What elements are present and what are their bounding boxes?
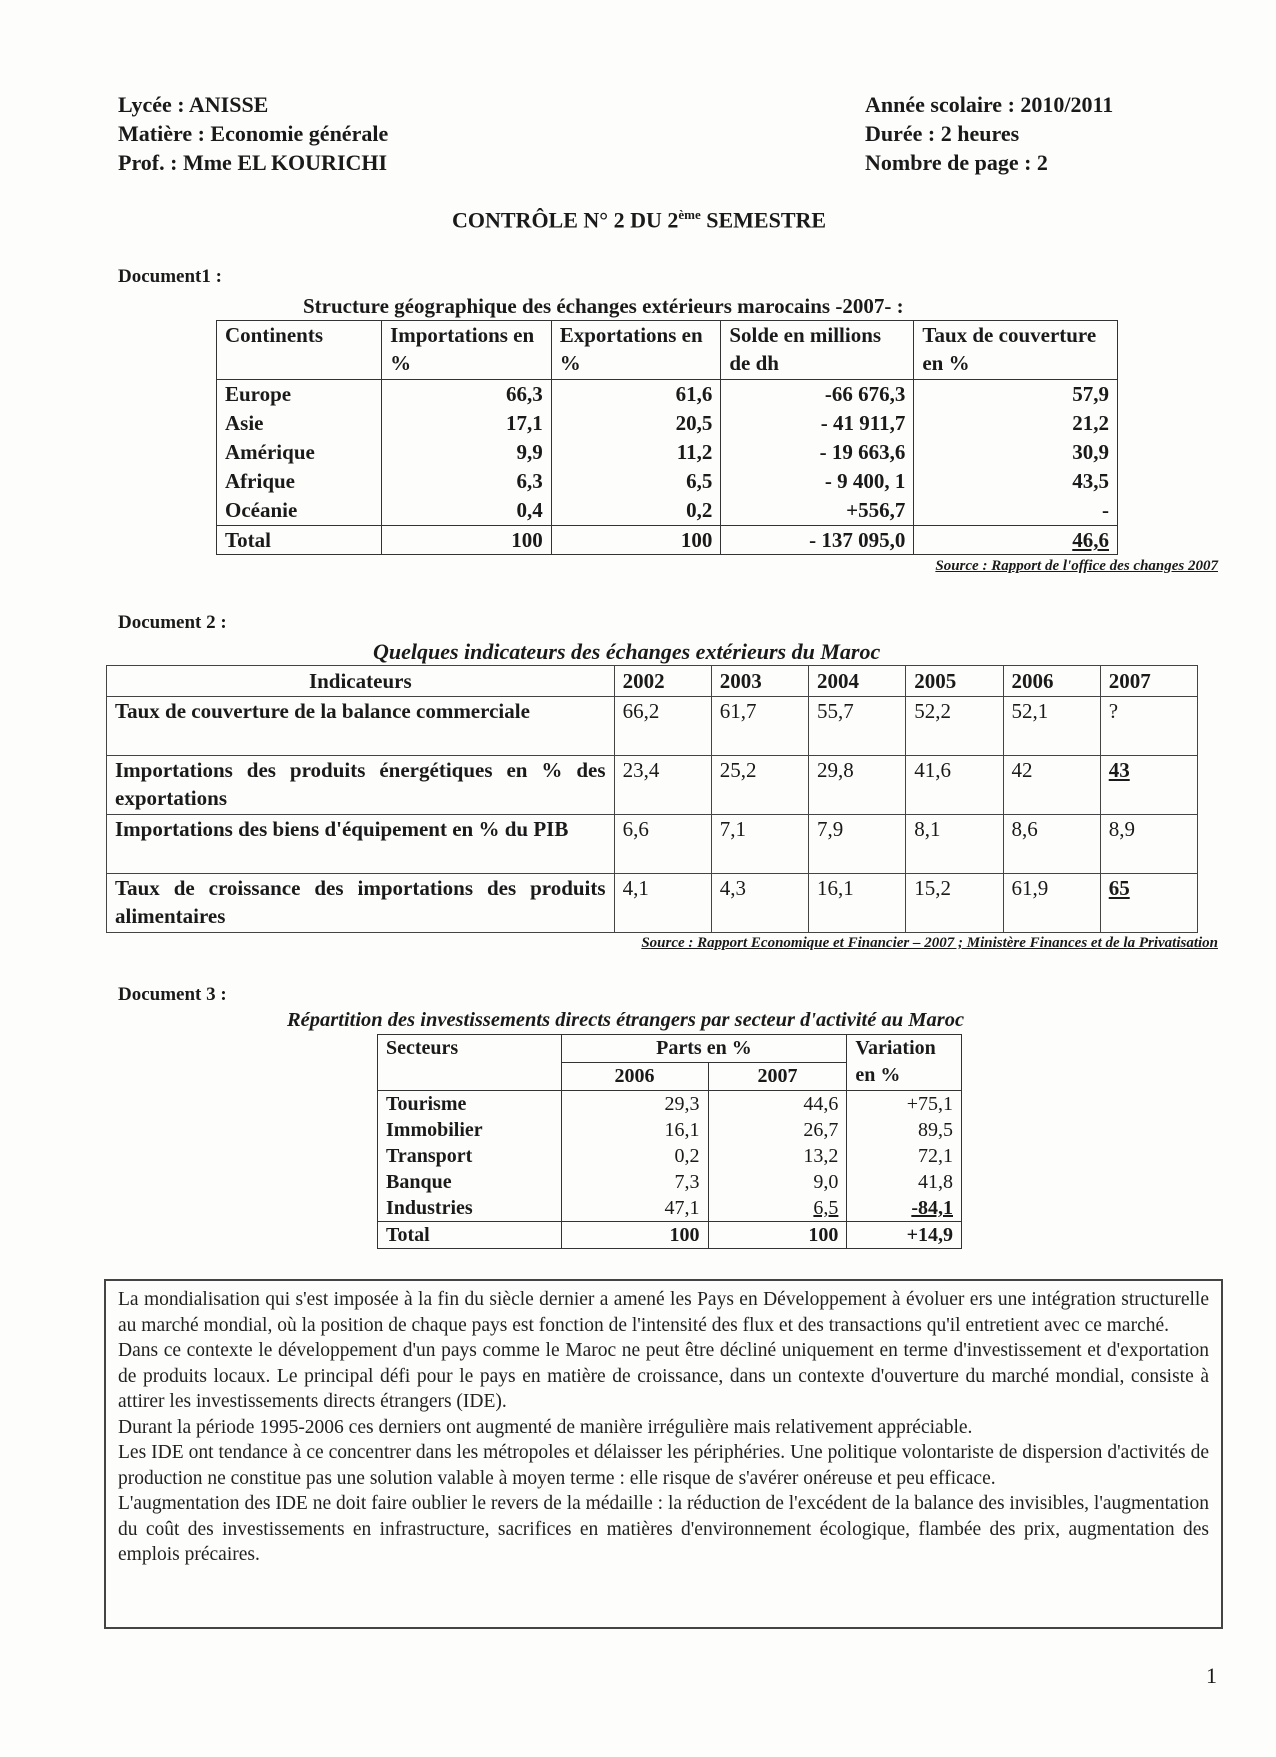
table-row (217, 438, 1118, 467)
cell: 29,8 (809, 756, 906, 815)
title-main: CONTRÔLE N° 2 DU 2 (452, 207, 679, 233)
table-row (107, 815, 1198, 874)
cell: +556,7 (721, 496, 914, 526)
table-row (217, 496, 1118, 526)
col-header: Continents (217, 321, 382, 380)
cell: 13,2 (708, 1143, 847, 1169)
cell: 7,9 (809, 815, 906, 874)
col-header-year: 2007 (708, 1063, 847, 1091)
cell: Importations des biens d'équipement en % du PIB (107, 815, 615, 874)
cell: 6,3 (382, 467, 552, 496)
cell: 9,9 (382, 438, 552, 467)
cell: 21,2 (914, 409, 1118, 438)
cell: 100 (382, 526, 552, 555)
cell: 57,9 (914, 380, 1118, 410)
paragraph: Dans ce contexte le développement d'un pays comme le Maroc ne peut être décliné uniquement en terme d'investissement et d'exportation de produits locaux. Le principal défi pour le pays en matière de croissance, dans un contexte d'ouverture du marché mondial, consiste à attirer les investissements directs étrangers (IDE). (118, 1340, 1209, 1412)
col-header: Taux de couverture en % (914, 321, 1118, 380)
table-row (378, 1117, 962, 1143)
cell: 16,1 (809, 874, 906, 933)
table-header-row (107, 666, 1198, 697)
doc1-label: Document1 : (118, 266, 222, 287)
cell: - (914, 496, 1118, 526)
page-count: Nombre de page : 2 (865, 150, 1048, 175)
page-number: 1 (1206, 1663, 1217, 1688)
paragraph: Durant la période 1995-2006 ces derniers ont augmenté de manière irrégulière mais relativement appréciable. (118, 1416, 973, 1438)
duration: Durée : 2 heures (865, 121, 1020, 146)
subject: Matière : Economie générale (118, 121, 389, 146)
cell: Océanie (217, 496, 382, 526)
cell: 41,6 (906, 756, 1003, 815)
col-header: 2003 (711, 666, 808, 697)
cell: 61,9 (1003, 874, 1100, 933)
cell: 42 (1003, 756, 1100, 815)
cell: 55,7 (809, 697, 906, 756)
col-header-variation: Variation en % (847, 1035, 962, 1091)
col-header-parts: Parts en % (561, 1035, 847, 1063)
doc2-title: Quelques indicateurs des échanges extérieurs du Maroc (373, 639, 881, 664)
cell: 46,6 (914, 526, 1118, 555)
cell: 100 (561, 1222, 708, 1249)
cell: 25,2 (711, 756, 808, 815)
col-header-sector: Secteurs (378, 1035, 562, 1091)
cell: 100 (551, 526, 721, 555)
table-row (378, 1091, 962, 1118)
cell: 6,5 (708, 1195, 847, 1222)
doc1-table (216, 320, 1118, 555)
table-row (378, 1169, 962, 1195)
table-header-row (378, 1035, 962, 1063)
cell: Europe (217, 380, 382, 410)
cell: 100 (708, 1222, 847, 1249)
cell: 23,4 (614, 756, 711, 815)
cell: 52,1 (1003, 697, 1100, 756)
cell: Total (378, 1222, 562, 1249)
cell: 20,5 (551, 409, 721, 438)
cell: 66,2 (614, 697, 711, 756)
table-header-row (217, 321, 1118, 380)
cell: Taux de croissance des importations des produits alimentaires (107, 874, 615, 933)
col-header: Indicateurs (107, 666, 615, 697)
table-row (107, 874, 1198, 933)
cell: Importations des produits énergétiques en % des exportations (107, 756, 615, 815)
cell: 4,1 (614, 874, 711, 933)
cell: Industries (378, 1195, 562, 1222)
cell: 65 (1100, 874, 1197, 933)
table-row (378, 1195, 962, 1222)
col-header: Importations en % (382, 321, 552, 380)
col-header: 2006 (1003, 666, 1100, 697)
table-total-row (217, 526, 1118, 555)
cell: 66,3 (382, 380, 552, 410)
cell: 8,1 (906, 815, 1003, 874)
cell: 17,1 (382, 409, 552, 438)
exam-info (865, 90, 1113, 177)
doc1-source: Source : Rapport de l'office des changes 2007 (935, 558, 1218, 574)
cell: 15,2 (906, 874, 1003, 933)
cell: 9,0 (708, 1169, 847, 1195)
cell: - 19 663,6 (721, 438, 914, 467)
cell: 52,2 (906, 697, 1003, 756)
school-info (118, 90, 388, 177)
doc3-table (377, 1034, 962, 1249)
cell: Total (217, 526, 382, 555)
cell: +14,9 (847, 1222, 962, 1249)
cell: 41,8 (847, 1169, 962, 1195)
text-box (104, 1279, 1223, 1629)
cell: Taux de couverture de la balance commerciale (107, 697, 615, 756)
cell: 44,6 (708, 1091, 847, 1118)
cell: 6,5 (551, 467, 721, 496)
cell: Banque (378, 1169, 562, 1195)
cell: 8,6 (1003, 815, 1100, 874)
page-title (452, 207, 826, 233)
cell: +75,1 (847, 1091, 962, 1118)
cell: 11,2 (551, 438, 721, 467)
teacher: Prof. : Mme EL KOURICHI (118, 150, 388, 175)
cell: 16,1 (561, 1117, 708, 1143)
cell: 47,1 (561, 1195, 708, 1222)
table-total-row (378, 1222, 962, 1249)
cell: Asie (217, 409, 382, 438)
col-header: 2004 (809, 666, 906, 697)
cell: Amérique (217, 438, 382, 467)
cell: 61,7 (711, 697, 808, 756)
doc2-label: Document 2 : (118, 612, 227, 633)
doc3-label: Document 3 : (118, 984, 227, 1005)
table-row (217, 467, 1118, 496)
cell: 7,3 (561, 1169, 708, 1195)
cell: 89,5 (847, 1117, 962, 1143)
cell: 0,2 (551, 496, 721, 526)
cell: 6,6 (614, 815, 711, 874)
cell: 0,4 (382, 496, 552, 526)
table-row (378, 1143, 962, 1169)
cell: 61,6 (551, 380, 721, 410)
school-year: Année scolaire : 2010/2011 (865, 92, 1114, 117)
doc3-title: Répartition des investissements directs étrangers par secteur d'activité au Maroc (287, 1009, 965, 1031)
col-header: Exportations en % (551, 321, 721, 380)
cell: 0,2 (561, 1143, 708, 1169)
table-row (217, 409, 1118, 438)
school-name: Lycée : ANISSE (118, 92, 269, 117)
col-header: Solde en millions de dh (721, 321, 914, 380)
cell: 26,7 (708, 1117, 847, 1143)
cell: Tourisme (378, 1091, 562, 1118)
cell: Afrique (217, 467, 382, 496)
table-row (107, 756, 1198, 815)
doc2-source: Source : Rapport Economique et Financier – 2007 ; Ministère Finances et de la Privatisation (641, 935, 1218, 951)
cell: 4,3 (711, 874, 808, 933)
col-header: 2007 (1100, 666, 1197, 697)
cell: Immobilier (378, 1117, 562, 1143)
cell: 7,1 (711, 815, 808, 874)
col-header: 2002 (614, 666, 711, 697)
cell: Transport (378, 1143, 562, 1169)
cell: -84,1 (847, 1195, 962, 1222)
title-sup: ème (678, 207, 701, 222)
cell: 29,3 (561, 1091, 708, 1118)
doc2-table (106, 665, 1198, 933)
doc1-title: Structure géographique des échanges extérieurs marocains -2007- : (303, 294, 904, 318)
paragraph: L'augmentation des IDE ne doit faire oublier le revers de la médaille : la réduction de l'excédent de la balance des invisibles, l'augmentation du coût des investissements en infrastructure, sacrifices en matières d'environnement écologique, flambée des prix, augmentation des emplois précaires. (118, 1493, 1209, 1565)
cell: 43 (1100, 756, 1197, 815)
col-header-year: 2006 (561, 1063, 708, 1091)
cell: 8,9 (1100, 815, 1197, 874)
title-end: SEMESTRE (700, 207, 827, 233)
cell: ? (1100, 697, 1197, 756)
paragraph: La mondialisation qui s'est imposée à la fin du siècle dernier a amené les Pays en Développement à évoluer ers une intégration structurelle au marché mondial, où la position de chaque pays est fonction de l'intensité des flux et des transactions qu'il entretient avec ce marché. (118, 1289, 1209, 1336)
cell: - 9 400, 1 (721, 467, 914, 496)
cell: 30,9 (914, 438, 1118, 467)
cell: - 41 911,7 (721, 409, 914, 438)
table-row (107, 697, 1198, 756)
cell: 43,5 (914, 467, 1118, 496)
cell: 72,1 (847, 1143, 962, 1169)
cell: - 137 095,0 (721, 526, 914, 555)
table-row (217, 380, 1118, 410)
cell: -66 676,3 (721, 380, 914, 410)
col-header: 2005 (906, 666, 1003, 697)
paragraph: Les IDE ont tendance à ce concentrer dans les métropoles et délaisser les périphéries. Une politique volontariste de dispersion d'activités de production ne constitue pas une solution valable à moyen terme : elle risque de s'avérer onéreuse et peu efficace. (118, 1442, 1209, 1489)
